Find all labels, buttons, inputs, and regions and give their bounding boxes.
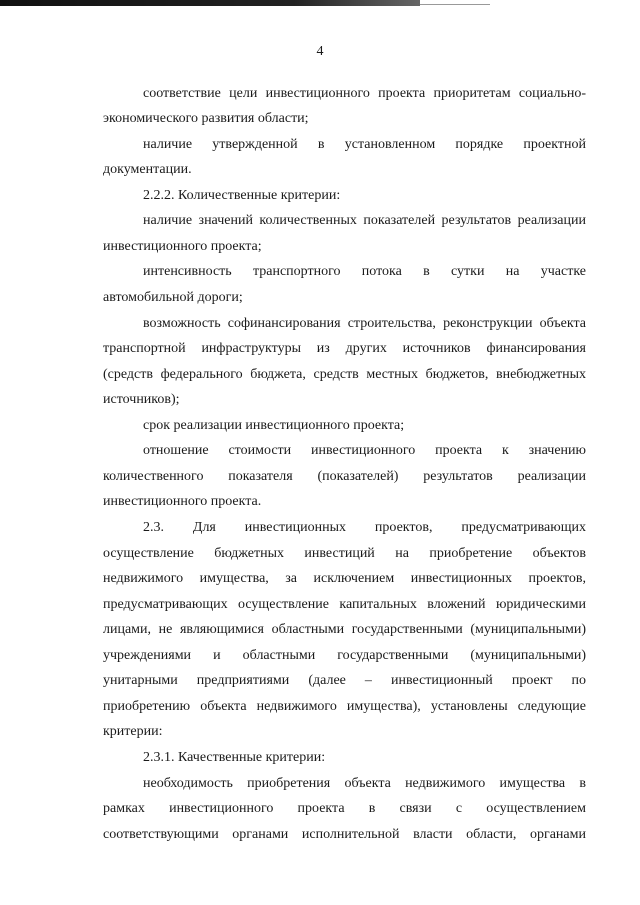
text-line: источников);	[103, 392, 180, 407]
text-line: критерии:	[103, 724, 163, 739]
text-line: автомобильной дороги;	[103, 290, 243, 305]
text-line: (средств федерального бюджета, средств местных бюджетов, внебюджетных	[103, 367, 586, 382]
text-line: наличие значений количественных показателей результатов реализации	[143, 213, 586, 228]
text-line: транспортной инфраструктуры из других источников финансирования	[103, 341, 586, 356]
page-number: 4	[316, 44, 324, 59]
top-border-rule-tail	[420, 4, 490, 5]
text-line: возможность софинансирования строительства, реконструкции объекта	[143, 316, 586, 331]
text-line: учреждениями и областными государственными (муниципальными)	[103, 648, 586, 663]
text-line: соответствие цели инвестиционного проекта приоритетам социально-	[143, 86, 586, 101]
text-line: наличие утвержденной в установленном порядке проектной	[143, 137, 586, 152]
text-line: унитарными предприятиями (далее – инвестиционный проект по	[103, 673, 586, 688]
text-line: необходимость приобретения объекта недвижимого имущества в	[143, 776, 586, 791]
text-line: инвестиционного проекта.	[103, 494, 262, 509]
text-line: предусматривающих осуществление капитальных вложений юридическими	[103, 597, 586, 612]
text-line: недвижимого имущества, за исключением инвестиционных проектов,	[103, 571, 586, 586]
top-border-rule	[0, 0, 420, 6]
text-line: количественного показателя (показателей) результатов реализации	[103, 469, 586, 484]
text-line: приобретению объекта недвижимого имущества), установлены следующие	[103, 699, 586, 714]
text-line: экономического развития области;	[103, 111, 309, 126]
text-line: 2.3. Для инвестиционных проектов, предусматривающих	[143, 520, 586, 535]
text-line: отношение стоимости инвестиционного проекта к значению	[143, 443, 586, 458]
text-line: рамках инвестиционного проекта в связи с осуществлением	[103, 801, 586, 816]
text-line: соответствующими органами исполнительной власти области, органами	[103, 827, 586, 842]
text-line: срок реализации инвестиционного проекта;	[143, 418, 405, 433]
text-line: инвестиционного проекта;	[103, 239, 262, 254]
text-line: осуществление бюджетных инвестиций на приобретение объектов	[103, 546, 586, 561]
text-line: документации.	[103, 162, 192, 177]
text-line: 2.3.1. Качественные критерии:	[143, 750, 326, 765]
text-line: 2.2.2. Количественные критерии:	[143, 188, 341, 203]
text-line: лицами, не являющимися областными государственными (муниципальными)	[103, 622, 586, 637]
text-line: интенсивность транспортного потока в сутки на участке	[143, 264, 586, 279]
